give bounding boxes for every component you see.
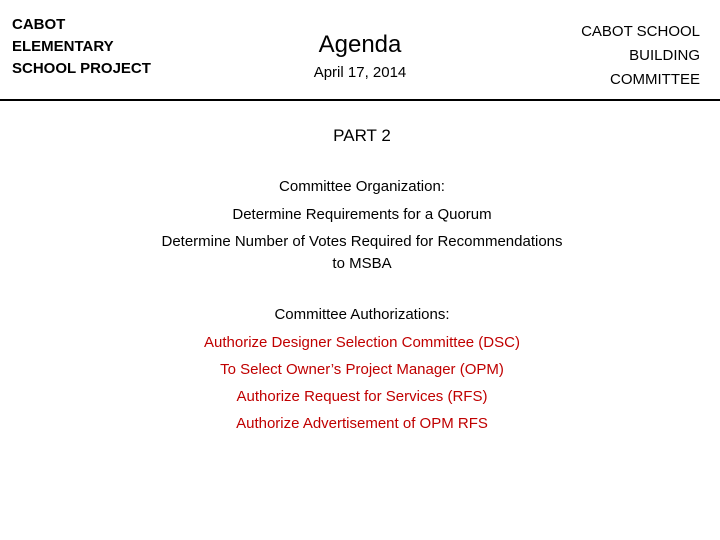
- committee-name-line: CABOT SCHOOL: [581, 23, 700, 40]
- authorization-item: To Select Owner’s Project Manager (OPM): [220, 361, 504, 378]
- agenda-body: [160, 124, 564, 440]
- header-divider: [0, 99, 720, 101]
- organization-item: Determine Requirements for a Quorum: [232, 206, 492, 223]
- agenda-header: [240, 28, 480, 81]
- project-name: [12, 14, 212, 80]
- meeting-date: April 17, 2014: [313, 64, 407, 81]
- authorization-item: Authorize Designer Selection Committee (DSC): [204, 334, 520, 351]
- committee-name: [520, 20, 700, 92]
- organization-heading: Committee Organization:: [279, 178, 445, 195]
- authorization-item: Authorize Request for Services (RFS): [236, 388, 488, 405]
- project-name-line: SCHOOL PROJECT: [12, 60, 151, 77]
- project-name-line: ELEMENTARY: [12, 38, 114, 55]
- committee-name-line: BUILDING: [629, 47, 700, 64]
- authorization-item: Authorize Advertisement of OPM RFS: [236, 415, 488, 432]
- page-title: Agenda: [318, 31, 402, 58]
- authorizations-heading: Committee Authorizations:: [274, 306, 450, 323]
- project-name-line: CABOT: [12, 16, 66, 33]
- organization-item: Determine Number of Votes Required for Recommendations to MSBA: [161, 233, 563, 272]
- part-heading: PART 2: [333, 126, 391, 145]
- committee-name-line: COMMITTEE: [610, 71, 700, 88]
- section-spacer: [160, 280, 564, 304]
